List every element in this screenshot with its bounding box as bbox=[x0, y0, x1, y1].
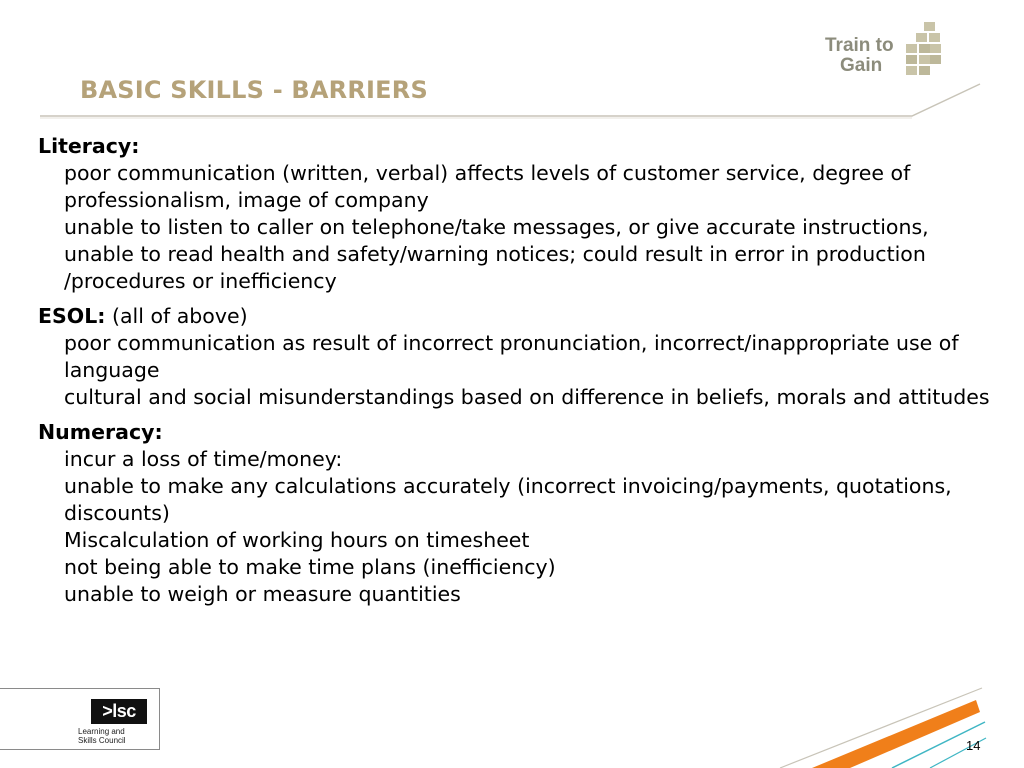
list-item: cultural and social misunderstandings based on difference in beliefs, morals and attitudes bbox=[64, 385, 990, 409]
list-item: unable to weigh or measure quantities bbox=[64, 582, 461, 606]
list-item: not being able to make time plans (inefficiency) bbox=[64, 555, 556, 579]
list-item: unable to read health and safety/warning notices; could result in error in production /procedures or inefficiency bbox=[64, 242, 926, 293]
slide-title: BASIC SKILLS - BARRIERS bbox=[80, 76, 428, 104]
section-heading-label: Literacy: bbox=[38, 134, 140, 158]
logo-line2: Gain bbox=[840, 55, 883, 76]
section-heading-label: ESOL: bbox=[38, 304, 106, 328]
section-note: (all of above) bbox=[105, 304, 248, 328]
section-heading-label: Numeracy: bbox=[38, 420, 163, 444]
lsc-logo-mark: >lsc bbox=[91, 699, 147, 724]
lsc-line1: Learning and bbox=[78, 727, 125, 736]
list-item: poor communication as result of incorrect pronunciation, incorrect/inappropriate use of language bbox=[64, 331, 959, 382]
list-item: unable to make any calculations accurately (incorrect invoicing/payments, quotations, discounts) bbox=[64, 474, 952, 525]
lsc-line2: Skills Council bbox=[78, 736, 126, 745]
page-number: 14 bbox=[966, 738, 981, 753]
list-item: unable to listen to caller on telephone/take messages, or give accurate instructions, bbox=[64, 215, 929, 239]
list-item: Miscalculation of working hours on timesheet bbox=[64, 528, 530, 552]
list-item: incur a loss of time/money: bbox=[64, 447, 343, 471]
list-item: poor communication (written, verbal) affects levels of customer service, degree of professionalism, image of company bbox=[64, 161, 911, 212]
logo-line1: Train to bbox=[825, 35, 894, 56]
